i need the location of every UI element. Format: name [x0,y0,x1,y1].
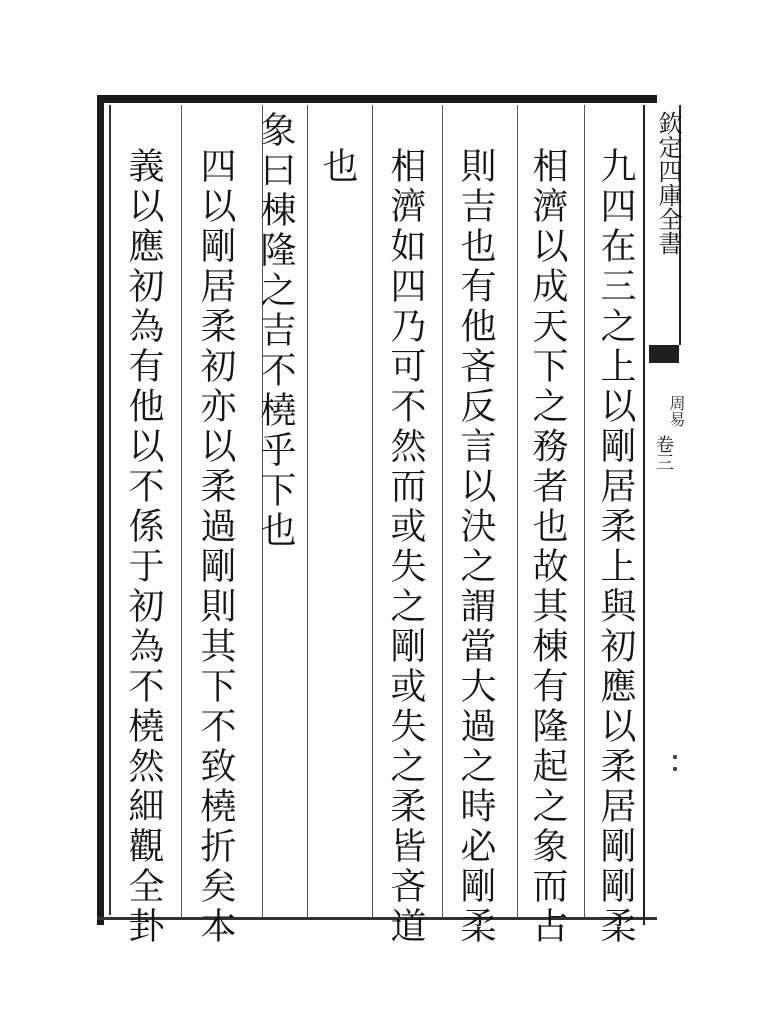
book-page [97,95,686,947]
text-column-8: 義以應初為有他以不係于初為不橈然細觀全卦 [123,147,164,947]
page-frame-left [97,95,104,925]
margin-title-box [649,105,681,345]
column-divider [584,105,585,917]
text-column-4: 相濟如四乃可不然而或失之剛或失之柔皆吝道 [385,147,426,947]
column-divider [517,105,518,917]
page-frame-right [643,105,645,925]
column-divider [372,105,373,917]
column-divider [442,105,443,917]
text-column-3: 則吉也有他吝反言以決之謂當大過之時必剛柔 [455,147,496,947]
page-frame-bottom [97,917,657,920]
text-column-1: 九四在三之上以剛居柔上與初應以柔居剛剛柔 [595,147,636,947]
page-frame-top [97,95,657,103]
text-column-7: 四以剛居柔初亦以柔過剛則其下不致橈折矣本 [195,147,236,947]
margin-volume: 卷三 [653,435,674,471]
margin-dot [673,767,677,771]
text-column-6: 象曰棟隆之吉不橈乎下也 [255,111,296,551]
page-frame-left-inner [109,105,111,915]
text-column-5: 也 [317,147,358,187]
margin-folio: 周易 [667,395,686,427]
margin-title: 欽定四庫全書 [654,111,682,255]
column-divider [181,105,182,917]
fish-tail-mark [649,345,679,363]
column-divider [307,105,308,917]
text-column-2: 相濟以成天下之務者也故其棟有隆起之象而占 [527,147,568,947]
margin-dot [673,755,677,759]
